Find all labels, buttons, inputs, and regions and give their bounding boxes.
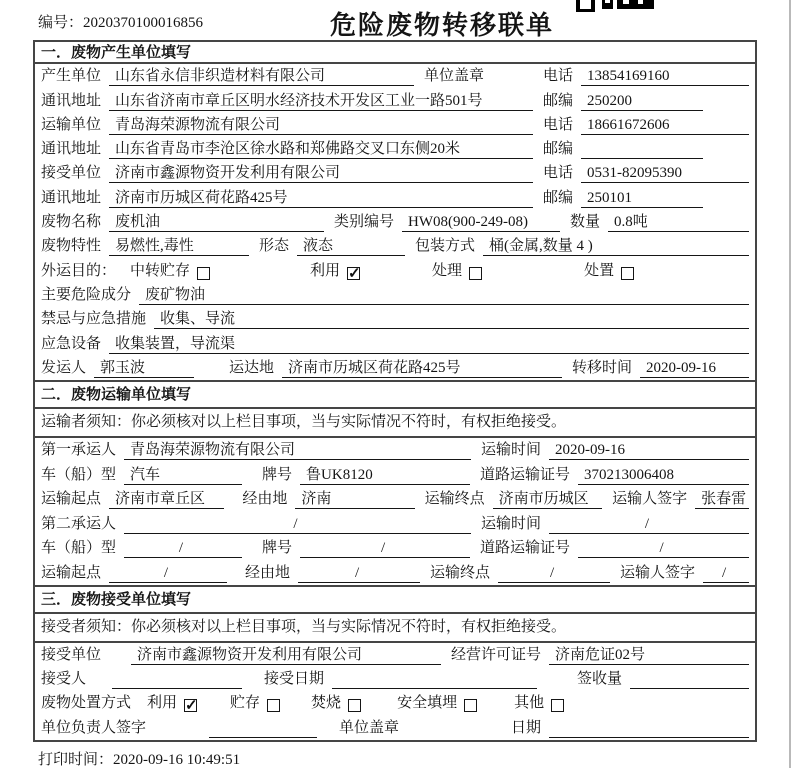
endpoint-value: 济南市历城区 (493, 490, 602, 509)
form-state-label: 形态 (259, 238, 290, 255)
scan-edge-line (789, 0, 791, 768)
emergency-equipment-value: 收集装置，导流渠 (109, 335, 749, 354)
purpose-option-utilize (310, 262, 360, 283)
disposal-option-landfill (397, 694, 477, 715)
license-number-label: 经营许可证号 (451, 647, 542, 664)
producer-label: 产生单位 (41, 68, 102, 85)
disposal-method-label: 废物处置方式 (41, 695, 132, 712)
origin-value: 济南市章丘区 (109, 490, 224, 509)
print-time (38, 748, 240, 768)
row-accepting-unit (35, 643, 755, 667)
row-responsible-signature (35, 715, 755, 739)
row-emergency-equipment (35, 331, 755, 355)
row-transfer-purpose (35, 258, 755, 282)
waste-name-label: 废物名称 (41, 214, 102, 231)
via-value-2: / (298, 564, 420, 583)
postcode-label: 邮编 (542, 141, 573, 158)
section-transport (33, 380, 757, 587)
receiver-address-value: 济南市历城区荷花路425号 (109, 189, 533, 208)
responsible-signature-value (209, 719, 317, 738)
acceptor-label: 接受人 (41, 671, 87, 688)
received-amount-label: 签收量 (577, 671, 623, 688)
second-carrier-value: / (124, 515, 471, 534)
via-value: 济南 (295, 490, 414, 509)
producer-value: 山东省永信非织造材料有限公司 (109, 67, 414, 86)
plate-number-value: 鲁UK8120 (300, 466, 470, 485)
checkbox-checked-icon (184, 699, 197, 712)
section-transport-title: 二．废物运输单位填写 (35, 382, 755, 409)
row-second-carrier (35, 511, 755, 536)
phone-label: 电话 (542, 116, 573, 133)
disposal-option-other (514, 694, 564, 715)
receiver-phone-value: 0531-82095390 (581, 164, 749, 183)
first-carrier-value: 青岛海荣源物流有限公司 (124, 441, 471, 460)
transfer-date-value: 2020-09-16 (640, 359, 749, 378)
transport-time-label: 运输时间 (480, 442, 541, 459)
producer-address-value: 山东省济南市章丘区明水经济技术开发区工业一路501号 (109, 92, 533, 111)
checkbox-label: 其他 (514, 695, 545, 712)
phone-label: 电话 (542, 165, 573, 182)
row-vehicle-2 (35, 536, 755, 561)
transport-time-label: 运输时间 (480, 515, 541, 532)
purpose-option-dispose (584, 262, 634, 283)
road-permit-value: 370213006408 (578, 466, 749, 485)
page-title: 危险废物转移联单 (330, 10, 555, 40)
origin-label: 运输起点 (41, 564, 102, 581)
disposal-option-storage (230, 694, 280, 715)
carrier-signature-value-2: / (703, 564, 749, 583)
origin-label: 运输起点 (41, 491, 102, 508)
disposal-option-incinerate (311, 694, 361, 715)
waste-traits-value: 易燃性,毒性 (109, 237, 249, 256)
carrier-signature-label: 运输人签字 (612, 491, 688, 508)
checkbox-icon (469, 267, 482, 280)
transporter-address-value: 山东省青岛市李沧区徐水路和郑佛路交叉口东侧20米 (109, 140, 533, 159)
unit-seal-label: 单位盖章 (339, 719, 400, 736)
row-acceptor (35, 667, 755, 691)
postcode-label: 邮编 (542, 92, 573, 109)
shipper-value: 郭玉波 (94, 359, 194, 378)
row-hazard-components (35, 283, 755, 307)
receiver-notice: 接受者须知：你必须核对以上栏目事项，当与实际情况不符时，有权拒绝接受。 (35, 614, 755, 643)
vehicle-type-value-2: / (124, 539, 242, 558)
row-producer (35, 64, 755, 88)
purpose-option-transfer-storage (130, 262, 210, 283)
vehicle-type-value: 汽车 (124, 466, 242, 485)
emergency-measures-value: 收集、导流 (154, 310, 749, 329)
emergency-measures-label: 禁忌与应急措施 (41, 311, 147, 328)
waste-traits-label: 废物特性 (41, 238, 102, 255)
print-time-value: 2020-09-16 10:49:51 (113, 752, 241, 768)
section-receiver (33, 585, 757, 742)
checkbox-icon (464, 699, 477, 712)
via-label: 经由地 (242, 491, 288, 508)
quantity-value: 0.8吨 (608, 213, 749, 232)
print-time-label: 打印时间： (38, 752, 114, 768)
row-shipper (35, 356, 755, 380)
row-route-2 (35, 560, 755, 585)
checkbox-icon (197, 267, 210, 280)
received-amount-value (630, 670, 749, 689)
carrier-signature-label: 运输人签字 (620, 564, 696, 581)
row-route-1 (35, 487, 755, 512)
address-label: 通讯地址 (41, 189, 102, 206)
transport-notice: 运输者须知：你必须核对以上栏目事项，当与实际情况不符时，有权拒绝接受。 (35, 409, 755, 438)
category-code-value: HW08(900-249-08) (402, 213, 560, 232)
date-label: 日期 (510, 719, 541, 736)
plate-number-label: 牌号 (262, 540, 293, 557)
road-permit-label: 道路运输证号 (480, 540, 571, 557)
checkbox-label: 贮存 (230, 695, 261, 712)
shipper-label: 发运人 (41, 359, 87, 376)
receiver-postcode-value: 250101 (581, 189, 703, 208)
section-producer (33, 40, 757, 382)
waste-name-value: 废机油 (109, 213, 324, 232)
destination-label: 运达地 (229, 359, 275, 376)
row-vehicle-1 (35, 462, 755, 487)
checkbox-icon (551, 699, 564, 712)
unit-seal-label: 单位盖章 (424, 68, 485, 85)
category-code-label: 类别编号 (334, 214, 395, 231)
transporter-value: 青岛海荣源物流有限公司 (109, 116, 533, 135)
vehicle-type-label: 车（船）型 (41, 540, 117, 557)
accepting-unit-value: 济南市鑫源物资开发利用有限公司 (131, 646, 441, 665)
hazard-components-value: 废矿物油 (139, 286, 749, 305)
row-emergency-measures (35, 307, 755, 331)
vehicle-type-label: 车（船）型 (41, 466, 117, 483)
qr-code-fragment (576, 0, 658, 9)
transport-time-value-2: / (549, 515, 749, 534)
plate-number-label: 牌号 (262, 466, 293, 483)
checkbox-label: 利用 (310, 262, 341, 279)
checkbox-icon (267, 699, 280, 712)
form-state-value: 液态 (297, 237, 405, 256)
checkbox-label: 中转贮存 (130, 262, 191, 279)
checkbox-label: 处置 (584, 262, 615, 279)
row-transporter-address (35, 137, 755, 161)
transport-time-value: 2020-09-16 (549, 441, 749, 460)
checkbox-label: 利用 (147, 695, 178, 712)
license-number-value: 济南危证02号 (549, 646, 749, 665)
endpoint-label: 运输终点 (424, 491, 485, 508)
row-receiver (35, 161, 755, 185)
doc-number-label: 编号： (38, 15, 84, 31)
transfer-date-label: 转移时间 (572, 359, 633, 376)
section-producer-title: 一．废物产生单位填写 (35, 42, 755, 64)
packaging-label: 包装方式 (415, 238, 476, 255)
transporter-label: 运输单位 (41, 116, 102, 133)
checkbox-checked-icon (347, 267, 360, 280)
emergency-equipment-label: 应急设备 (41, 335, 102, 352)
checkbox-label: 处理 (432, 262, 463, 279)
packaging-value: 桶(金属,数量 4 ) (483, 237, 749, 256)
doc-number-value: 2020370100016856 (83, 15, 204, 31)
checkbox-label: 安全填埋 (397, 695, 458, 712)
quantity-label: 数量 (570, 214, 601, 231)
manifest-form (33, 42, 757, 742)
row-waste-traits (35, 234, 755, 258)
checkbox-label: 焚烧 (311, 695, 342, 712)
accept-date-value (332, 670, 537, 689)
destination-value: 济南市历城区荷花路425号 (282, 359, 562, 378)
transporter-phone-value: 18661672606 (581, 116, 749, 135)
row-receiver-address (35, 185, 755, 209)
accept-date-label: 接受日期 (264, 671, 325, 688)
phone-label: 电话 (542, 68, 573, 85)
receiver-label: 接受单位 (41, 165, 102, 182)
receiver-value: 济南市鑫源物资开发利用有限公司 (109, 164, 533, 183)
endpoint-label: 运输终点 (430, 564, 491, 581)
origin-value-2: / (109, 564, 227, 583)
producer-postcode-value: 250200 (581, 92, 703, 111)
responsible-signature-label: 单位负责人签字 (41, 719, 147, 736)
transfer-purpose-label: 外运目的： (41, 262, 117, 279)
row-transporter (35, 113, 755, 137)
road-permit-label: 道路运输证号 (480, 466, 571, 483)
second-carrier-label: 第二承运人 (41, 515, 117, 532)
row-disposal-method (35, 691, 755, 715)
transporter-postcode-value (581, 140, 703, 159)
producer-phone-value: 13854169160 (581, 67, 749, 86)
checkbox-icon (621, 267, 634, 280)
section-receiver-title: 三．废物接受单位填写 (35, 587, 755, 614)
acceptor-value (112, 670, 242, 689)
row-waste-name (35, 210, 755, 234)
address-label: 通讯地址 (41, 141, 102, 158)
date-value (549, 719, 749, 738)
plate-number-value-2: / (300, 539, 470, 558)
first-carrier-label: 第一承运人 (41, 442, 117, 459)
checkbox-icon (348, 699, 361, 712)
carrier-signature-value: 张春雷 (695, 490, 749, 509)
disposal-option-utilize (147, 694, 197, 715)
accepting-unit-label: 接受单位 (41, 647, 102, 664)
road-permit-value-2: / (578, 539, 749, 558)
doc-number (38, 11, 203, 32)
endpoint-value-2: / (498, 564, 610, 583)
postcode-label: 邮编 (542, 189, 573, 206)
address-label: 通讯地址 (41, 92, 102, 109)
purpose-option-treat (432, 262, 482, 283)
row-producer-address (35, 88, 755, 112)
via-label: 经由地 (245, 564, 291, 581)
row-first-carrier (35, 438, 755, 463)
hazard-components-label: 主要危险成分 (41, 286, 132, 303)
